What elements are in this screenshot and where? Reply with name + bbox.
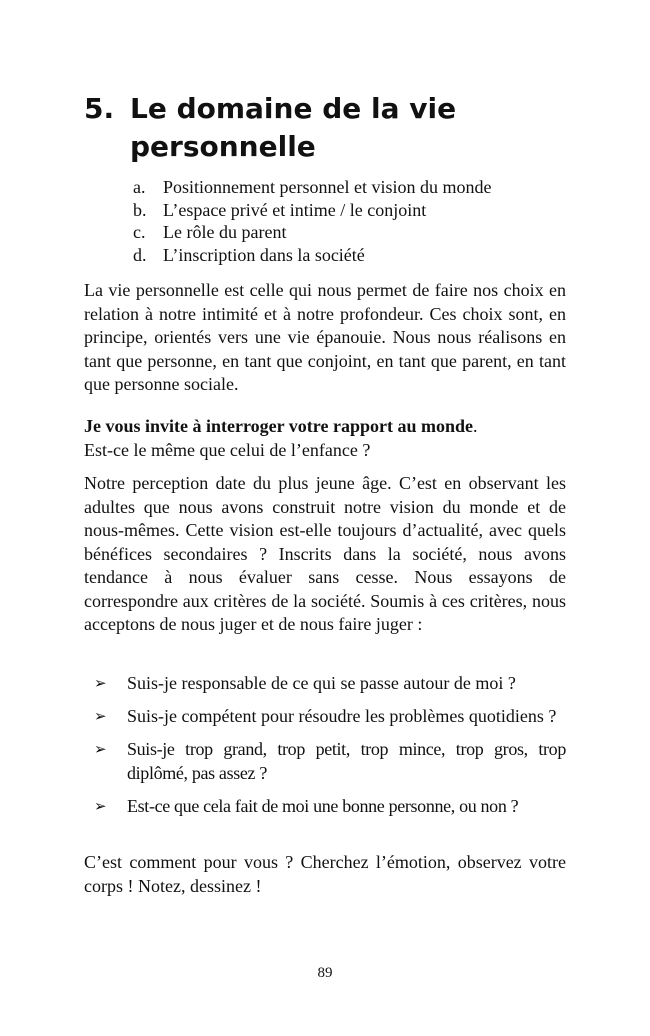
invite-period: . bbox=[472, 416, 478, 436]
arrowhead-bullet-icon: ➢ bbox=[94, 740, 107, 758]
question-text: Suis-je compétent pour résoudre les problèmes quotidiens ? bbox=[127, 706, 557, 726]
intro-paragraph: La vie personnelle est celle qui nous permet de faire nos choix en relation à notre intimité et à notre profondeur. Ces choix sont, en principe, orientés vers une vie épanouie. Nous nous réalisons en tant que personne, en tant que conjoint, en tant que parent, en tant que personne sociale. bbox=[84, 280, 566, 394]
subsection-text: L’espace privé et intime / le conjoint bbox=[163, 199, 427, 220]
arrowhead-bullet-icon: ➢ bbox=[94, 674, 107, 692]
question-item bbox=[94, 737, 566, 785]
question-text: Suis-je trop grand, trop petit, trop mince, trop gros, trop diplômé, pas assez ? bbox=[127, 739, 566, 783]
subsection-marker: c. bbox=[133, 222, 146, 242]
invite-bold-text: Je vous invite à interroger votre rapport au monde bbox=[84, 416, 473, 436]
arrowhead-bullet-icon: ➢ bbox=[94, 707, 107, 725]
question-list bbox=[94, 671, 566, 827]
section-number: 5. bbox=[84, 92, 115, 125]
subsection-marker: b. bbox=[133, 199, 147, 220]
invite-question: Est-ce le même que celui de l’enfance ? bbox=[84, 439, 371, 460]
subsection-marker: a. bbox=[133, 177, 146, 197]
subsection-item bbox=[133, 221, 491, 244]
invite-paragraph bbox=[84, 415, 566, 462]
subsection-text: Positionnement personnel et vision du monde bbox=[163, 177, 492, 197]
perception-paragraph: Notre perception date du plus jeune âge. C’est en observant les adultes que nous avons construit notre vision du monde et de nous-mêmes. Cette vision est-elle toujours d’actualité, avec quels bénéfices secondaires ? Inscrits dans la société, nous avons tendance à nous évaluer sans cesse. Nous essayons de correspondre aux critères de la société. Soumis à ces critères, nous acceptons de nous juger et de nous faire juger : bbox=[84, 473, 566, 634]
subsection-item bbox=[133, 176, 491, 199]
question-item bbox=[94, 671, 566, 695]
question-item bbox=[94, 704, 566, 728]
subsection-item bbox=[133, 199, 491, 222]
arrowhead-bullet-icon: ➢ bbox=[94, 797, 107, 815]
closing-paragraph: C’est comment pour vous ? Cherchez l’émotion, observez votre corps ! Notez, dessinez ! bbox=[84, 852, 566, 896]
question-item bbox=[94, 794, 566, 818]
subsection-item bbox=[133, 244, 491, 267]
subsection-text: Le rôle du parent bbox=[163, 222, 287, 242]
section-title: Le domaine de la vie personnelle bbox=[130, 92, 457, 163]
page-number: 89 bbox=[317, 965, 333, 981]
subsection-text: L’inscription dans la société bbox=[163, 244, 365, 265]
question-text: Est-ce que cela fait de moi une bonne personne, ou non ? bbox=[127, 796, 519, 816]
question-text: Suis-je responsable de ce qui se passe autour de moi ? bbox=[127, 673, 516, 693]
subsection-marker: d. bbox=[133, 244, 147, 265]
subsection-list bbox=[133, 176, 491, 266]
